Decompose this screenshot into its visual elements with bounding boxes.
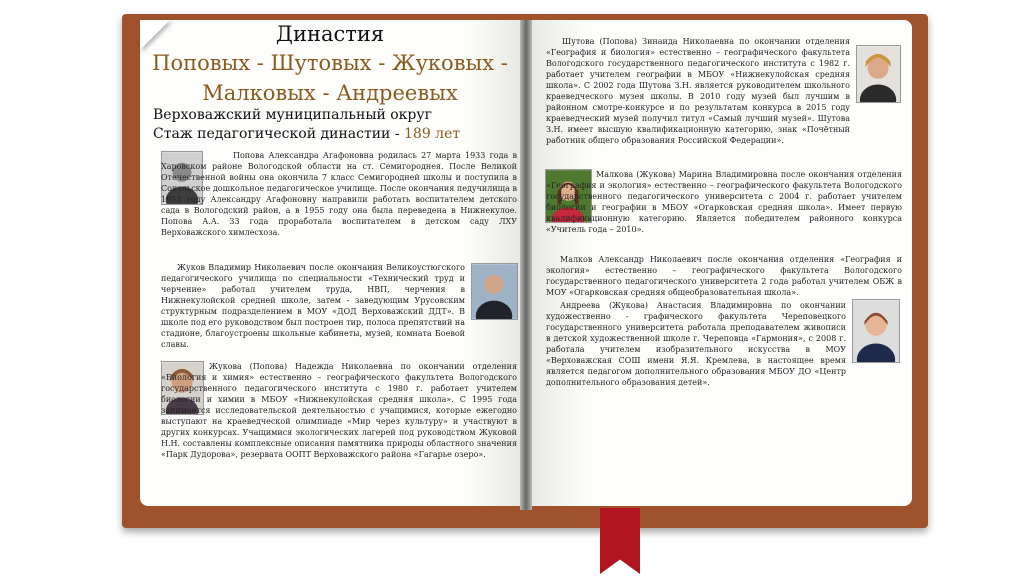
shutova-photo [856,45,901,103]
shutova-text: Шутова (Попова) Зинаида Николаевна по окончании отделения «География и биология» естественно – географического факультета Вологодского государственного педагогического института с 1982 г. работает учителем географии в МБОУ «Нижнекулойская средняя школа». С 2002 года Шутова З.Н. является руководителем школьного краеведческого музея школы. В 2010 году музей был лучшим в районном смотре-конкурсе и по результатам конкурса в 2015 году краеведческий музей получил титул «Самый лучший музей». Шутова З.Н. имеет высшую квалификационную категорию, знак «Почётный работник общего образования Российской Федерации». [546,37,850,145]
zhukov-photo [471,263,518,320]
dynasty-names-line-1: Поповых - Шутовых - Жуковых - [152,51,508,75]
book-spine [520,20,532,510]
tenure-label [153,126,460,142]
andreeva-text: Андреева (Жукова) Анастасия Владимировна по окончании художественно - графического факультета Череповецкого государственного университета работала преподавателем живописи в детской художественной школе г. Череповца «Гармония», с 2008 г. работала учителем изобразительного искусства в МОУ «Верховажская СОШ имени Я.Я. Кремлева, в настоящее время является педагогом дополнительного образования МБОУ ДО «Центр дополнительного образования детей». [546,301,846,387]
zhukova-text: Жукова (Попова) Надежда Николаевна по окончании отделения «Биология и химия» естественно – географического факультета Вологодского государственного педагогического института с 1980 г. работает учителем биологии и химии в МБОУ «Нижнекулойская средняя школа». С 1995 года занимается исследовательской деятельностью с учащимися, которые ежегодно выступают на краеведческой олимпиаде «Мир через культуру» и участвуют в других конкурсах. Учащимися экологических лагерей под руководством Жуковой Н.Н. составлены комплексные описания памятника природы областного значения «Парк Дудорова», резервата ООПТ Верховажского района «Гагарье озеро». [161,362,517,459]
andreeva-photo [852,299,900,363]
zhukov-text: Жуков Владимир Николаевич после окончания Великоустюгского педагогического училища по специальности «Технический труд и черчение» работал учителем труда, НВП, черчения в Нижнекулойской средней школе, затем - заведующим Урусовским структурным подразделением в МОУ «ДОД Верховажский ДДТ». В школе под его руководством был построен тир, полоса препятствий на стадионе, благоустроены школьные кабинеты, музей, комната Боевой славы. [161,263,465,349]
malkova-text: Малкова (Жукова) Марина Владимировна после окончания отделения «География и экология» естественно – географического факультета Вологодского государственного педагогического университета с 2004 г. работает учителем биологии и географии в МБОУ «Огарковская средняя школа». Имеет первую квалификационную категорию. Является победителем районного конкурса «Учитель года – 2010». [546,170,902,234]
popova-text: Попова Александра Агафоновна родилась 27 марта 1933 года в Харовском районе Вологодской области на ст. Семигороднея. После Великой Отечественной войны она окончила 7 класс Семигородней школы и поступила в Сокольское дошкольное педагогическое училище. После окончания педучилища в 1953 году Александру Агафоновну направили работать воспитателем детского сада в Вологодский район, а в 1955 году она была переведена в Нижнекулое. Попова А.А. 33 года проработала воспитателем в детском саду ЛХУ Верховажского химлесхоза. [161,151,517,237]
tenure-text: Стаж педагогической династии - [153,126,404,142]
page-title: Династия [275,22,385,46]
bookmark-ribbon-icon [600,508,640,574]
malkov-text: Малков Александр Николаевич после окончания отделения «География и экология» естественно – географического факультета Вологодского государственного педагогического университета 2 года работал учителем ОБЖ в МОУ «Огарковская средняя общеобразовательная школа». [546,255,902,297]
district-label: Верховажский муниципальный округ [153,107,432,123]
dynasty-names-line-2: Малковых - Андреевых [202,81,458,105]
dynasty-names [150,48,510,108]
tenure-value: 189 лет [404,126,461,142]
